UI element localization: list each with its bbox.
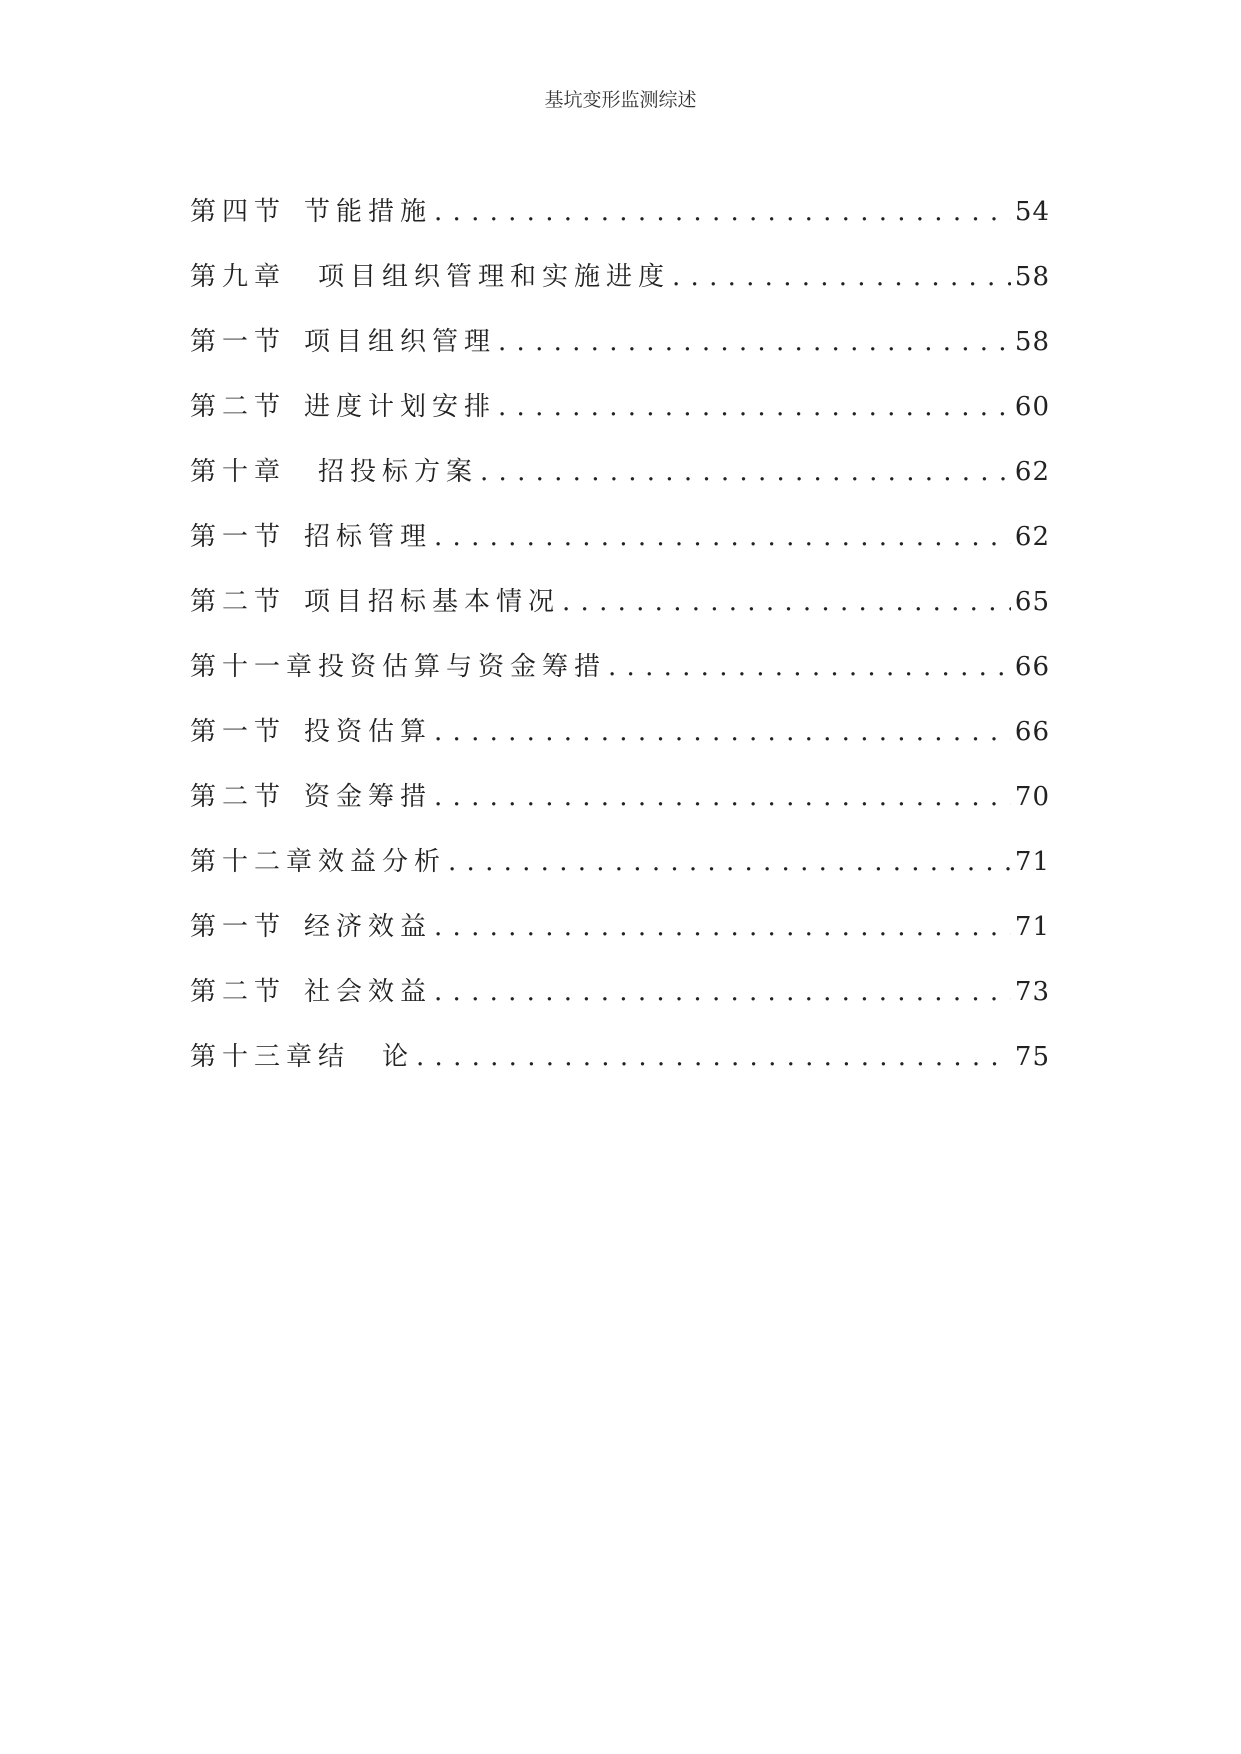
toc-entry-number: 第九章 — [190, 262, 287, 292]
toc-entry-title: 招标管理 — [304, 522, 433, 552]
toc-entry[interactable] — [190, 485, 1050, 550]
toc-entry-label — [190, 524, 432, 550]
toc-entry-number: 第一节 — [190, 327, 287, 357]
toc-entry[interactable] — [190, 420, 1050, 485]
dot-leader — [434, 524, 1011, 550]
toc-entry-page: 71 — [1014, 847, 1050, 877]
toc-entry-title: 效益分析 — [318, 847, 447, 877]
toc-entry-page: 66 — [1014, 652, 1050, 682]
toc-entry-page: 71 — [1014, 912, 1050, 942]
dot-leader — [562, 589, 1011, 615]
toc-entry-title: 资金筹措 — [304, 782, 433, 812]
toc-entry-label — [190, 459, 478, 485]
toc-entry-page: 66 — [1014, 717, 1050, 747]
toc-entry-number: 第二节 — [190, 587, 287, 617]
toc-entry-title: 项目组织管理和实施进度 — [318, 262, 671, 292]
toc-entry-label — [190, 784, 432, 810]
toc-entry-page: 62 — [1014, 522, 1050, 552]
toc-entry-label — [190, 654, 606, 680]
toc-entry[interactable] — [190, 615, 1050, 680]
toc-entry-label — [190, 1044, 414, 1070]
dot-leader — [434, 979, 1011, 1005]
toc-entry-title: 社会效益 — [304, 977, 433, 1007]
toc-entry-number: 第二节 — [190, 392, 287, 422]
dot-leader — [672, 264, 1011, 290]
toc-entry-page: 65 — [1014, 587, 1050, 617]
page-header: 基坑变形监测综述 — [544, 89, 697, 111]
toc-entry-page: 73 — [1014, 977, 1050, 1007]
toc-entry-label — [190, 589, 560, 615]
toc-entry-number: 第十一章 — [190, 652, 319, 682]
toc-entry[interactable] — [190, 745, 1050, 810]
toc-entry-page: 58 — [1014, 327, 1050, 357]
toc-entry-label — [190, 264, 670, 290]
toc-entry-label — [190, 719, 432, 745]
toc-entry[interactable] — [190, 680, 1050, 745]
toc-entry-title: 投资估算与资金筹措 — [318, 652, 607, 682]
dot-leader — [498, 329, 1011, 355]
toc-entry-number: 第二节 — [190, 782, 287, 812]
toc-entry[interactable] — [190, 1005, 1050, 1070]
dot-leader — [608, 654, 1011, 680]
toc-entry[interactable] — [190, 355, 1050, 420]
toc-entry-label — [190, 199, 432, 225]
dot-leader — [434, 199, 1011, 225]
toc-entry-number: 第十二章 — [190, 847, 319, 877]
toc-entry-number: 第一节 — [190, 912, 287, 942]
toc-entry-label — [190, 914, 432, 940]
dot-leader — [434, 914, 1011, 940]
toc-entry-title: 结 论 — [318, 1042, 415, 1072]
toc-entry-label — [190, 329, 496, 355]
toc-entry[interactable] — [190, 160, 1050, 225]
toc-entry-number: 第二节 — [190, 977, 287, 1007]
dot-leader — [434, 719, 1011, 745]
toc-entry-number: 第十章 — [190, 457, 287, 487]
dot-leader — [498, 394, 1011, 420]
dot-leader — [448, 849, 1011, 875]
dot-leader — [480, 459, 1011, 485]
toc-entry-number: 第十三章 — [190, 1042, 319, 1072]
toc-entry-label — [190, 979, 432, 1005]
toc-entry[interactable] — [190, 290, 1050, 355]
toc-entry-page: 58 — [1014, 262, 1050, 292]
toc-entry-title: 投资估算 — [304, 717, 433, 747]
toc-entry-page: 54 — [1014, 197, 1050, 227]
toc-entry-title: 项目组织管理 — [304, 327, 497, 357]
toc-entry-page: 60 — [1014, 392, 1050, 422]
toc-entry-label — [190, 849, 446, 875]
toc-entry-title: 招投标方案 — [318, 457, 479, 487]
dot-leader — [416, 1044, 1011, 1070]
toc-entry-page: 70 — [1014, 782, 1050, 812]
toc-entry[interactable] — [190, 225, 1050, 290]
toc-entry-title: 节能措施 — [304, 197, 433, 227]
toc-entry[interactable] — [190, 810, 1050, 875]
toc-entry-title: 经济效益 — [304, 912, 433, 942]
toc-entry-title: 进度计划安排 — [304, 392, 497, 422]
toc-entry-title: 项目招标基本情况 — [304, 587, 561, 617]
toc-entry[interactable] — [190, 940, 1050, 1005]
dot-leader — [434, 784, 1011, 810]
toc-entry[interactable] — [190, 875, 1050, 940]
toc-entry-page: 62 — [1014, 457, 1050, 487]
toc-entry-page: 75 — [1014, 1042, 1050, 1072]
table-of-contents — [190, 160, 1050, 1070]
toc-entry-number: 第一节 — [190, 717, 287, 747]
toc-entry-number: 第四节 — [190, 197, 287, 227]
toc-entry[interactable] — [190, 550, 1050, 615]
toc-entry-label — [190, 394, 496, 420]
toc-entry-number: 第一节 — [190, 522, 287, 552]
